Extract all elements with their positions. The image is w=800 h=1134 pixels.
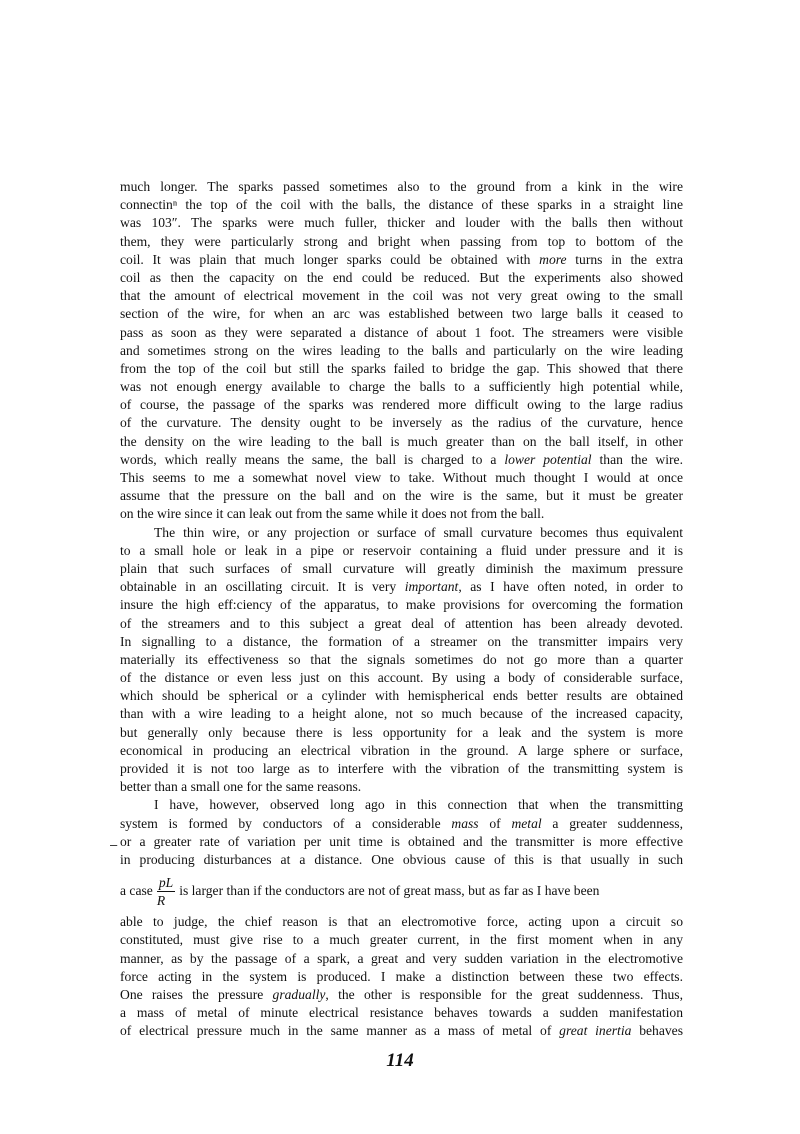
text-line — [120, 342, 683, 360]
line-text: One raises the pressure — [120, 986, 273, 1002]
text-line — [120, 724, 683, 742]
line-text: economical in producing an electrical vibration in the ground. A large sphere or surface, — [120, 742, 683, 758]
line-text: constituted, must give rise to a much greater current, in the first moment when in any — [120, 932, 683, 948]
line-text: system is formed by conductors of a considerable — [120, 815, 452, 831]
page-number: 114 — [386, 1050, 414, 1071]
text-line — [120, 578, 683, 596]
text-line — [120, 214, 683, 232]
line-text: a greater suddenness, — [541, 815, 683, 831]
line-text: coil. It was plain that much longer sparks could be obtained with — [120, 251, 540, 267]
text-line — [120, 505, 683, 523]
line-text: obtainable in an oscillating circuit. It is very — [120, 579, 405, 595]
text-line — [120, 1004, 683, 1022]
line-text: but generally only because there is less opportunity for a leak and the system is more — [120, 724, 683, 740]
line-text: of the curvature. The density ought to be inversely as the radius of the curvature, hence — [120, 415, 683, 431]
text-line — [120, 851, 683, 869]
text-line — [120, 360, 683, 378]
text-line — [120, 596, 683, 614]
line-text: of course, the passage of the sparks was rendered more difficult owing to the large radius — [120, 397, 683, 413]
text-line — [120, 560, 683, 578]
line-text: turns in the extra — [566, 251, 683, 267]
emphasized-text: great inertia — [559, 1023, 632, 1039]
line-text: than the wire. — [591, 451, 683, 467]
line-text: a mass of metal of minute electrical resistance behaves towards a sudden manifestation — [120, 1005, 683, 1021]
line-text: , as I have often noted, in order to — [458, 579, 683, 595]
line-text: on the wire since it can leak out from the same while it does not from the ball. — [120, 506, 545, 522]
line-text: and sometimes strong on the wires leading to the balls and particularly on the wire leading — [120, 342, 683, 358]
line-text: The thin wire, or any projection or surface of small curvature becomes thus equivalent — [154, 524, 683, 540]
line-text: coil as then the capacity on the end could be reduced. But the experiments also showed — [120, 269, 683, 285]
line-text: words, which really means the same, the ball is charged to a — [120, 451, 505, 467]
text-line — [120, 931, 683, 949]
margin-mark: – — [110, 837, 118, 852]
text-line — [120, 396, 683, 414]
line-text: from the top of the coil but still the sparks failed to bridge the gap. This showed that there — [120, 360, 683, 376]
text-line — [120, 778, 683, 796]
line-text: in producing disturbances at a distance. One obvious cause of this is that usually in such — [120, 851, 683, 867]
emphasized-text: mass — [451, 815, 479, 831]
line-text: section of the wire, for when an arc was established between two large balls it ceased to — [120, 306, 683, 322]
emphasized-text: more — [539, 251, 567, 267]
line-text: than with a wire leading to a height alone, not so much because of the increased capacity, — [120, 706, 683, 722]
line-text: a case — [120, 883, 153, 899]
text-line — [120, 913, 683, 931]
text-line — [120, 633, 683, 651]
line-text: insure the high eff:ciency of the apparatus, to make provisions for overcoming the formation — [120, 597, 683, 613]
fraction-pl-over-r — [157, 876, 175, 907]
line-text: I have, however, observed long ago in this connection that when the transmitting — [154, 797, 683, 813]
text-line — [120, 287, 683, 305]
line-text: of the distance or even less just on this account. By using a body of considerable surface, — [120, 670, 683, 686]
text-line — [120, 950, 683, 968]
text-line — [120, 251, 683, 269]
text-line — [120, 269, 683, 287]
line-text: of the streamers and to this subject a great deal of attention has been already devoted. — [120, 615, 683, 631]
line-text: or a greater rate of variation per unit time is obtained and the transmitter is more effective — [120, 833, 683, 849]
text-line — [120, 324, 683, 342]
text-line — [120, 542, 683, 560]
text-line — [120, 305, 683, 323]
text-line — [120, 469, 683, 487]
line-text: provided it is not too large as to interfere with the vibration of the transmitting system is — [120, 761, 683, 776]
text-line — [120, 433, 683, 451]
line-text: force acting in the system is produced. I make a distinction between these two effects. — [120, 968, 683, 984]
line-text: of electrical pressure much in the same manner as a mass of metal of — [120, 1023, 560, 1039]
line-text: connectinⁿ the top of the coil with the balls, the distance of these sparks in a straight line — [120, 197, 683, 213]
line-text: the density on the wire leading to the ball is much greater than on the ball itself, in other — [120, 433, 683, 449]
line-text: to a small hole or leak in a pipe or reservoir containing a fluid under pressure and it is — [120, 542, 683, 558]
body-text — [120, 178, 683, 1040]
line-text: is larger than if the conductors are not of great mass, but as far as I have been — [179, 883, 600, 899]
line-text: much longer. The sparks passed sometimes also to the ground from a kink in the wire — [120, 179, 683, 194]
line-text: In signalling to a distance, the formation of a streamer on the transmitter impairs very — [120, 633, 683, 649]
text-line — [120, 1022, 683, 1040]
line-text: of — [478, 815, 512, 831]
text-line — [120, 451, 683, 469]
text-line — [120, 524, 683, 542]
text-line — [120, 178, 683, 196]
text-line — [120, 615, 683, 633]
emphasized-text: lower potential — [504, 451, 592, 467]
fraction-denominator: R — [156, 893, 166, 908]
text-line — [120, 968, 683, 986]
line-text: materially its effectiveness so that the signals sometimes do not go more than a quarter — [120, 651, 683, 667]
text-line — [120, 414, 683, 432]
text-line — [120, 986, 683, 1004]
text-line — [120, 378, 683, 396]
line-text: them, they were particularly strong and bright when passing from top to bottom of the — [120, 233, 683, 249]
line-text: behaves — [631, 1023, 683, 1039]
line-text: which should be spherical or a cylinder with hemispherical ends better results are obtained — [120, 688, 683, 704]
line-text: manner, as by the passage of a spark, a great and very sudden variation in the electromotive — [120, 950, 683, 966]
text-line — [120, 869, 683, 913]
text-line — [120, 651, 683, 669]
text-line — [120, 796, 683, 814]
emphasized-text: important — [404, 579, 459, 595]
line-text: , the other is responsible for the great suddenness. Thus, — [325, 986, 683, 1002]
emphasized-text: gradually — [272, 986, 326, 1002]
text-line — [120, 833, 683, 851]
text-line — [120, 705, 683, 723]
text-line — [120, 815, 683, 833]
line-text: was 103″. The sparks were much fuller, thicker and louder with the balls then without — [120, 215, 683, 231]
emphasized-text: metal — [511, 815, 542, 831]
text-line — [120, 760, 683, 778]
text-line — [120, 742, 683, 760]
text-line — [120, 487, 683, 505]
text-line — [120, 233, 683, 251]
line-text: was not enough energy available to charge the balls to a sufficiently high potential while, — [120, 379, 683, 395]
line-text: This seems to me a somewhat novel view to take. Without much thought I would at once — [120, 470, 683, 485]
text-line — [120, 196, 683, 214]
line-text: pass as soon as they were separated a distance of about 1 foot. The streamers were visible — [120, 324, 683, 340]
line-text: plain that such surfaces of small curvature will greatly diminish the maximum pressure — [120, 560, 683, 576]
line-text: able to judge, the chief reason is that an electromotive force, acting upon a circuit so — [120, 914, 683, 930]
text-line — [120, 687, 683, 705]
text-line — [120, 669, 683, 687]
line-text: better than a small one for the same reasons. — [120, 779, 362, 795]
line-text: that the amount of electrical movement in the coil was not very great owing to the small — [120, 288, 683, 304]
line-text: assume that the pressure on the ball and on the wire is the same, but it must be greater — [120, 488, 683, 504]
fraction-numerator: pL — [158, 875, 174, 891]
